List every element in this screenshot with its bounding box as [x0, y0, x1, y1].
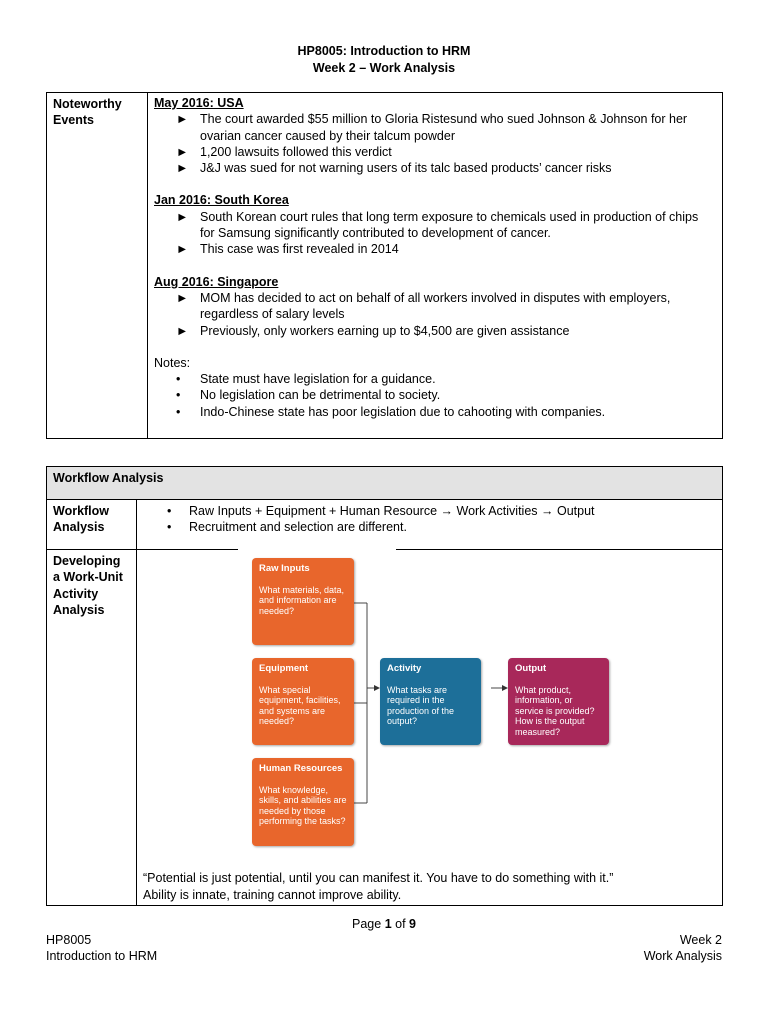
- list-item: ► This case was first revealed in 2014: [176, 242, 399, 257]
- list-item: ► MOM has decided to act on behalf of all workers involved in disputes with employers, regardless of salary levels: [176, 290, 671, 322]
- triangle-bullet-icon: ►: [176, 112, 189, 127]
- list-item: ► The court awarded $55 million to Gloria Ristesund who sued Johnson & Johnson for her ovarian cancer caused by their talcum powder: [176, 112, 688, 143]
- raw-inputs-text: What materials, data, and information are needed?: [259, 584, 345, 616]
- footer-topic: Work Analysis: [643, 949, 722, 963]
- notes-list: [154, 371, 716, 420]
- output-box: [508, 658, 609, 745]
- triangle-bullet-icon: ►: [176, 209, 189, 224]
- activity-box: [380, 658, 481, 745]
- section-heading: May 2016: USA: [154, 96, 244, 110]
- section-heading: Aug 2016: Singapore: [154, 274, 279, 289]
- workflow-analysis-label: Workflow Analysis: [47, 500, 137, 550]
- triangle-bullet-icon: ►: [176, 323, 189, 338]
- list-item: ► South Korean court rules that long term exposure to chemicals used in production of chips for Samsung significantly contributed to development of cancer.: [176, 209, 699, 241]
- workflow-analysis-content: [137, 500, 723, 550]
- list-item: ► Previously, only workers earning up to $4,500 are given assistance: [176, 323, 570, 338]
- footer-right: [644, 932, 722, 964]
- triangle-bullet-icon: ►: [176, 144, 189, 159]
- footer-course-code: HP8005: [46, 933, 92, 947]
- remark-text: Ability is innate, training cannot improve ability.: [143, 887, 402, 902]
- triangle-bullet-icon: ►: [176, 242, 189, 257]
- list-item: ► 1,200 lawsuits followed this verdict: [176, 144, 392, 159]
- work-unit-diagram: [250, 556, 612, 856]
- page-number: Page 1 of 9: [352, 917, 416, 931]
- triangle-bullet-icon: ►: [176, 290, 189, 305]
- events-label: Noteworthy Events: [47, 93, 148, 439]
- bullet-list: [143, 503, 716, 536]
- bullet-list: [154, 290, 716, 339]
- raw-inputs-box: [252, 558, 354, 645]
- equipment-text: What special equipment, facilities, and systems are needed?: [259, 684, 341, 726]
- events-table: [46, 92, 723, 439]
- list-item: ► J&J was sued for not warning users of its talc based products’ cancer risks: [176, 161, 612, 176]
- activity-title: Activity: [387, 663, 422, 674]
- dot-bullet-icon: •: [167, 504, 172, 518]
- activity-text: What tasks are required in the production of the output?: [387, 684, 455, 726]
- list-item: • Indo-Chinese state has poor legislation due to cahooting with companies.: [176, 404, 606, 419]
- section-heading: Jan 2016: South Korea: [154, 193, 289, 208]
- output-title: Output: [515, 663, 547, 674]
- list-item: • No legislation can be detrimental to society.: [176, 388, 441, 403]
- quote-text: “Potential is just potential, until you can manifest it. You have to do something with it.”: [143, 871, 614, 886]
- dot-bullet-icon: •: [167, 520, 172, 535]
- human-resources-text: What knowledge, skills, and abilities are needed by those performing the tasks?: [259, 784, 347, 826]
- footer-course-name: Introduction to HRM: [46, 949, 158, 963]
- list-item: • Recruitment and selection are different.: [167, 520, 407, 535]
- human-resources-title: Human Resources: [259, 763, 343, 774]
- output-text: What product, information, or service is provided? How is the output measured?: [515, 684, 595, 737]
- border-gap: [238, 548, 396, 551]
- work-unit-label: Developing a Work-Unit Activity Analysis: [47, 550, 137, 906]
- workflow-header: Workflow Analysis: [47, 467, 723, 500]
- dot-bullet-icon: •: [176, 372, 181, 387]
- dot-bullet-icon: •: [176, 404, 181, 419]
- equipment-title: Equipment: [259, 663, 309, 674]
- human-resources-box: [252, 758, 354, 846]
- bullet-list: [154, 209, 716, 258]
- triangle-bullet-icon: ►: [176, 161, 189, 176]
- raw-inputs-title: Raw Inputs: [259, 563, 310, 574]
- notes-label: Notes:: [154, 355, 191, 370]
- bullet-list: [154, 111, 716, 176]
- list-item: • State must have legislation for a guidance.: [176, 372, 436, 387]
- footer-week: Week 2: [679, 933, 722, 947]
- events-content: [148, 93, 723, 439]
- dot-bullet-icon: •: [176, 388, 181, 403]
- list-item: • Raw Inputs + Equipment + Human Resource → Work Activities → Output: [167, 504, 595, 518]
- footer-left: [46, 932, 157, 964]
- document-title: HP8005: Introduction to HRM: [297, 44, 471, 58]
- document-subtitle: Week 2 – Work Analysis: [312, 61, 456, 75]
- equipment-box: [252, 658, 354, 745]
